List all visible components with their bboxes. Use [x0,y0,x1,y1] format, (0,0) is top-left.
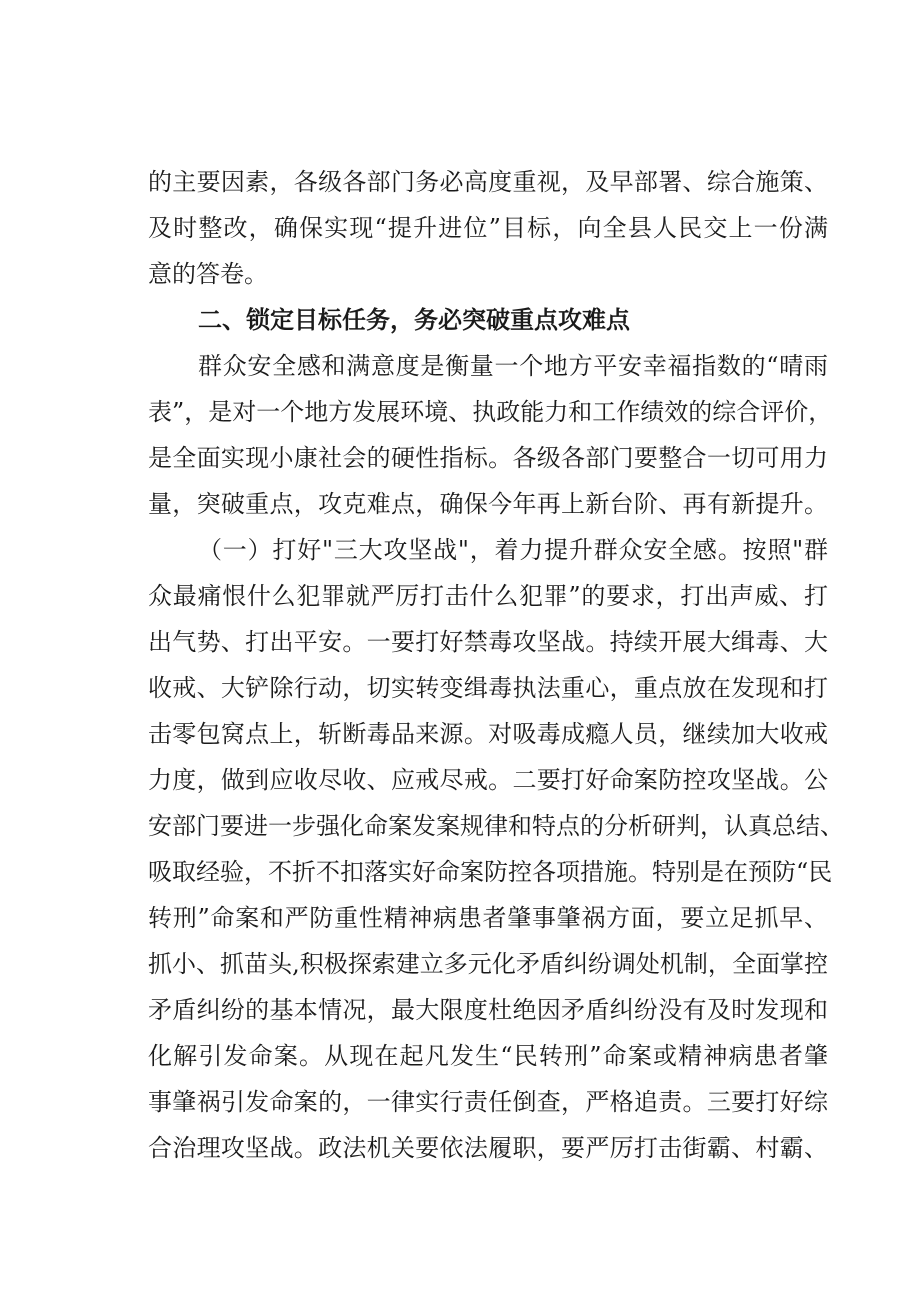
paragraph-line: 矛盾纠纷的基本情况，最大限度杜绝因矛盾纠纷没有及时发现和 [148,996,828,1024]
paragraph-line: 击零包窝点上，斩断毒品来源。对吸毒成瘾人员，继续加大收戒 [148,720,828,748]
paragraph-line: 是全面实现小康社会的硬性指标。各级各部门要整合一切可用力 [148,444,828,472]
paragraph-line: 合治理攻坚战。政法机关要依法履职，要严厉打击街霸、村霸、 [148,1134,828,1162]
section-heading: 二、锁定目标任务，务必突破重点攻难点 [198,306,630,334]
paragraph-line: 表”，是对一个地方发展环境、执政能力和工作绩效的综合评价， [148,398,833,426]
paragraph-line: （一）打好"三大攻坚战"，着力提升群众安全感。按照"群 [198,536,828,564]
paragraph-line: 安部门要进一步强化命案发案规律和特点的分析研判，认真总结、 [148,812,844,840]
paragraph-line: 出气势、打出平安。一要打好禁毒攻坚战。持续开展大缉毒、大 [148,628,828,656]
paragraph-line: 事肇祸引发命案的，一律实行责任倒查，严格追责。三要打好综 [148,1088,828,1116]
paragraph-line: 收戒、大铲除行动，切实转变缉毒执法重心，重点放在发现和打 [148,674,828,702]
paragraph-line: 量，突破重点，攻克难点，确保今年再上新台阶、再有新提升。 [148,490,828,518]
paragraph-line: 化解引发命案。从现在起凡发生“民转刑”命案或精神病患者肇 [148,1042,828,1070]
paragraph-line: 力度，做到应收尽收、应戒尽戒。二要打好命案防控攻坚战。公 [148,766,828,794]
paragraph-line: 群众安全感和满意度是衡量一个地方平安幸福指数的“晴雨 [198,352,828,380]
paragraph-line: 转刑”命案和严防重性精神病患者肇事肇祸方面，要立足抓早、 [148,904,828,932]
paragraph-line: 的主要因素，各级各部门务必高度重视，及早部署、综合施策、 [148,168,828,196]
paragraph-line: 抓小、抓苗头,积极探索建立多元化矛盾纠纷调处机制，全面掌控 [148,950,828,978]
paragraph-line: 众最痛恨什么犯罪就严厉打击什么犯罪”的要求，打出声威、打 [148,582,828,610]
paragraph-line: 及时整改，确保实现“提升进位”目标，向全县人民交上一份满 [148,214,828,242]
paragraph-line: 意的答卷。 [148,260,268,288]
paragraph-line: 吸取经验，不折不扣落实好命案防控各项措施。特别是在预防“民 [148,858,833,886]
